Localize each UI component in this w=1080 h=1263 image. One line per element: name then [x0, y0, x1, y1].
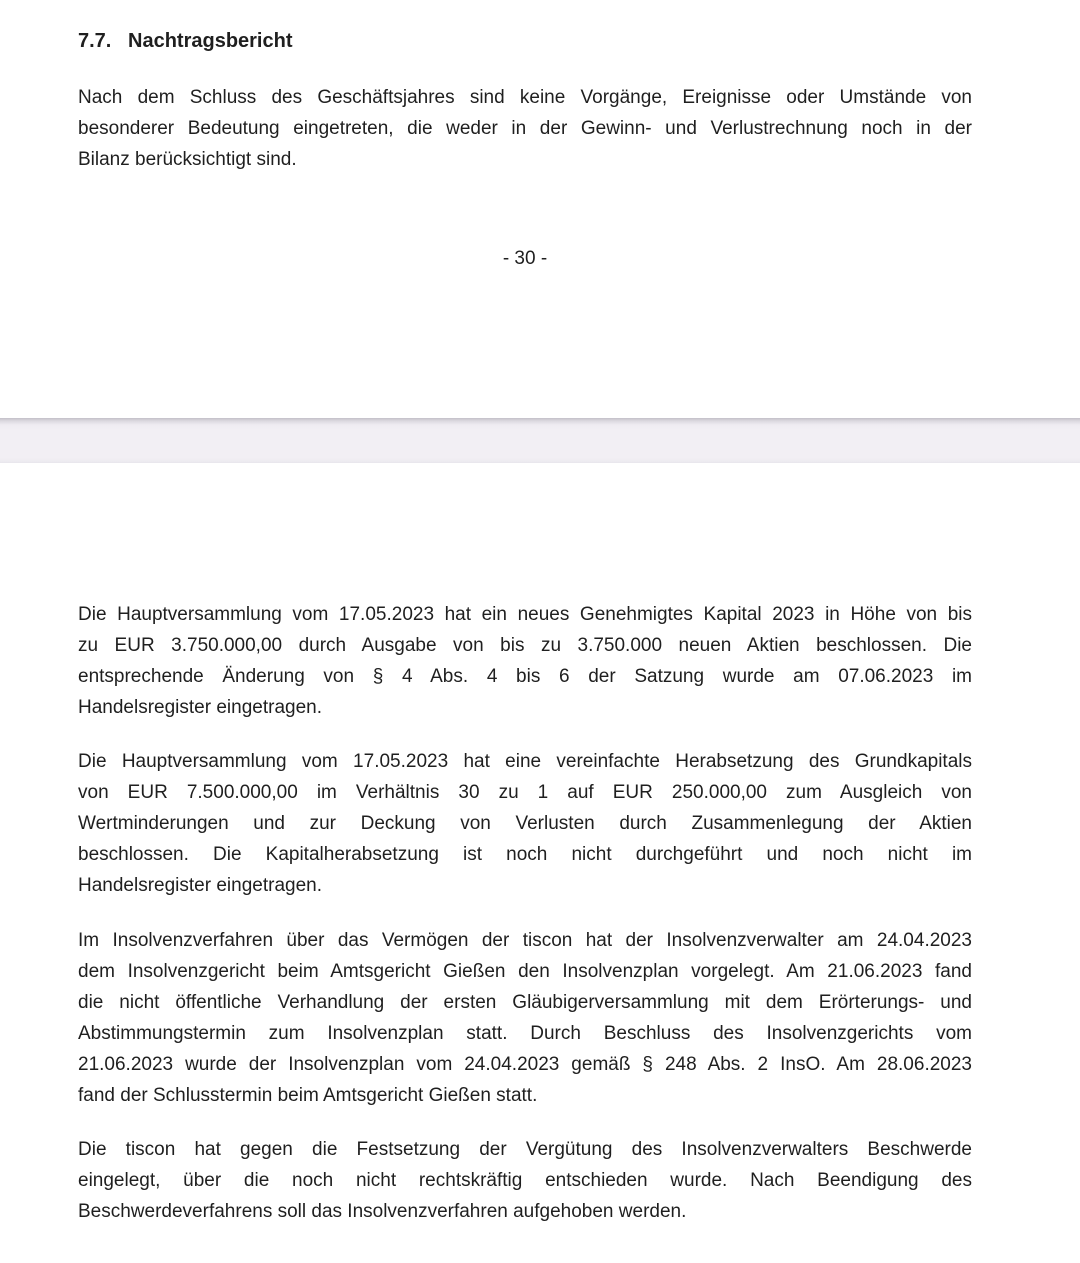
text-line: die nicht öffentliche Verhandlung der ersten Gläubigerversammlung mit dem Erörterungs- und [78, 992, 972, 1013]
text-line: Wertminderungen und zur Deckung von Verlusten durch Zusammenlegung der Aktien [78, 813, 972, 834]
text-line: entsprechende Änderung von § 4 Abs. 4 bis 6 der Satzung wurde am 07.06.2023 im [78, 666, 972, 687]
text-line: Nach dem Schluss des Geschäftsjahres sind keine Vorgänge, Ereignisse oder Umstände von [78, 87, 972, 108]
text-line: Beschwerdeverfahrens soll das Insolvenzverfahren aufgehoben werden. [78, 1201, 687, 1222]
paragraph-after-close [78, 82, 972, 175]
text-line: Die Hauptversammlung vom 17.05.2023 hat eine vereinfachte Herabsetzung des Grundkapitals [78, 751, 972, 772]
page-number: - 30 - [502, 248, 548, 269]
paragraph-kapitalherabsetzung [78, 746, 972, 901]
text-line: Handelsregister eingetragen. [78, 697, 322, 718]
text-line: beschlossen. Die Kapitalherabsetzung ist noch nicht durchgeführt und noch nicht im [78, 844, 972, 865]
text-line: 21.06.2023 wurde der Insolvenzplan vom 24.04.2023 gemäß § 248 Abs. 2 InsO. Am 28.06.2023 [78, 1054, 972, 1075]
section-heading-number: 7.7. [78, 30, 112, 52]
text-line: Handelsregister eingetragen. [78, 875, 322, 896]
text-line: zu EUR 3.750.000,00 durch Ausgabe von bis zu 3.750.000 neuen Aktien beschlossen. Die [78, 635, 972, 656]
paragraph-beschwerde [78, 1134, 972, 1227]
text-line: Im Insolvenzverfahren über das Vermögen der tiscon hat der Insolvenzverwalter am 24.04.2023 [78, 930, 972, 951]
paragraph-insolvenzverfahren [78, 925, 972, 1111]
paragraph-genehmigtes-kapital [78, 599, 972, 723]
text-line: dem Insolvenzgericht beim Amtsgericht Gießen den Insolvenzplan vorgelegt. Am 21.06.2023 fand [78, 961, 972, 982]
text-line: besonderer Bedeutung eingetreten, die weder in der Gewinn- und Verlustrechnung noch in der [78, 118, 972, 139]
text-line: Die Hauptversammlung vom 17.05.2023 hat ein neues Genehmigtes Kapital 2023 in Höhe von bis [78, 604, 972, 625]
section-heading [78, 26, 972, 57]
text-line: Bilanz berücksichtigt sind. [78, 149, 297, 170]
text-line: fand der Schlusstermin beim Amtsgericht Gießen statt. [78, 1085, 538, 1106]
section-heading-title: Nachtragsbericht [128, 30, 293, 52]
text-line: Die tiscon hat gegen die Festsetzung der Vergütung des Insolvenzverwalters Beschwerde [78, 1139, 972, 1160]
text-line: von EUR 7.500.000,00 im Verhältnis 30 zu 1 auf EUR 250.000,00 zum Ausgleich von [78, 782, 972, 803]
text-line: Abstimmungstermin zum Insolvenzplan statt. Durch Beschluss des Insolvenzgerichts vom [78, 1023, 972, 1044]
page-separator [0, 418, 1080, 463]
text-line: eingelegt, über die noch nicht rechtskräftig entschieden wurde. Nach Beendigung des [78, 1170, 972, 1191]
